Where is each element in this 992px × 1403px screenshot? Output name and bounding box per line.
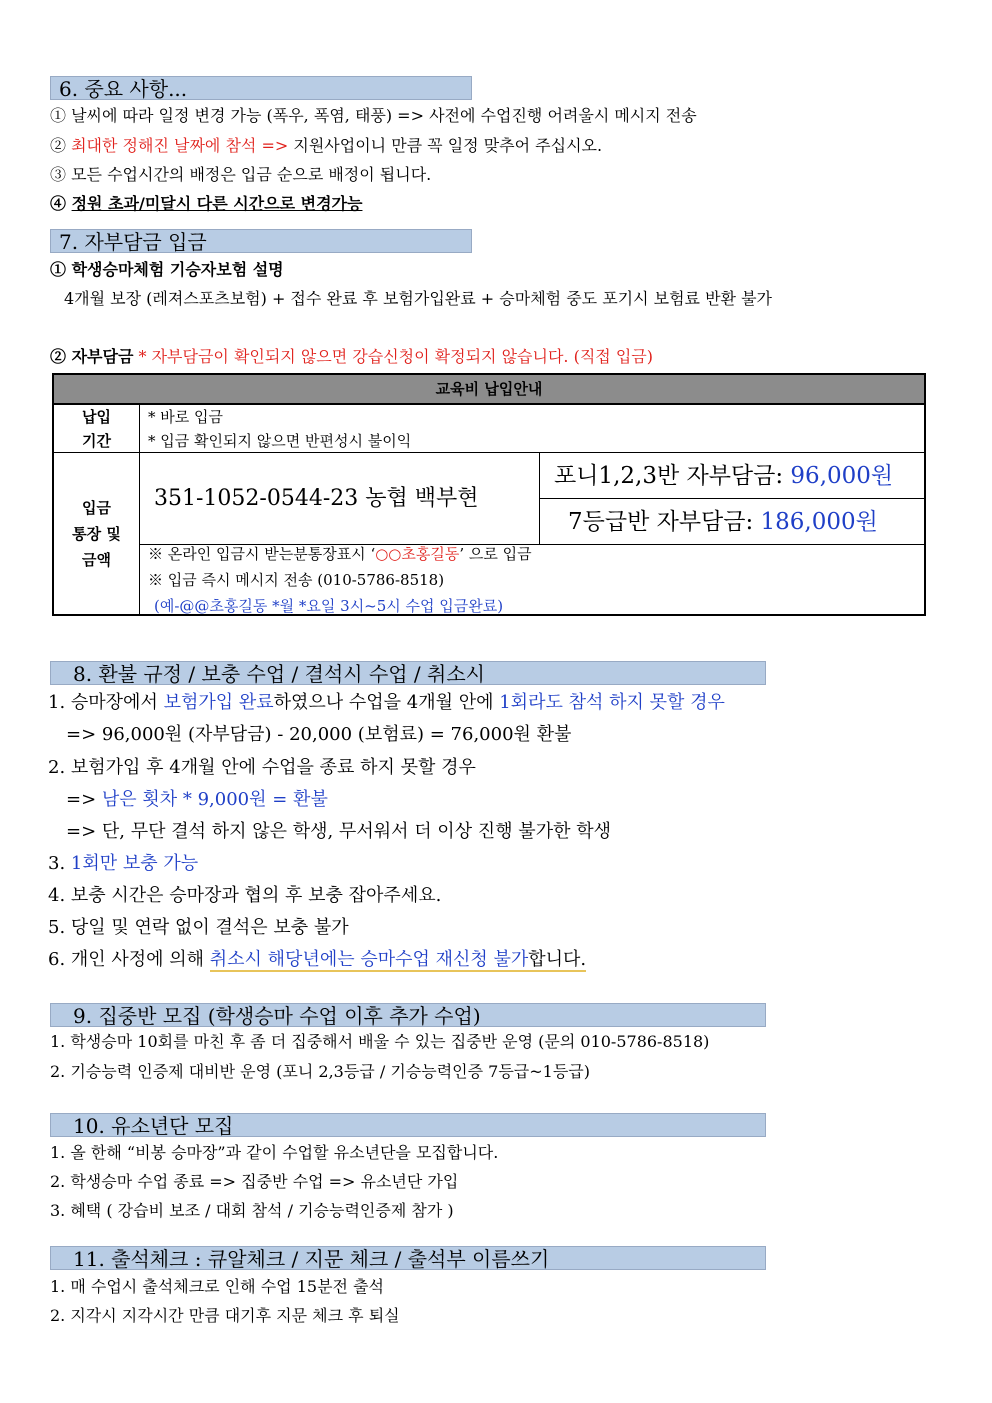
s9-line-2: 2. 기승능력 인증제 대비반 운영 (포니 2,3등급 / 기승능력인증 7등급~1등급): [50, 1062, 590, 1081]
s8-line-6: 3. 1회만 보충 가능: [48, 853, 199, 874]
account-number: 351-1052-0544-23 농협 백부현: [140, 453, 540, 545]
s11-line-1: 1. 매 수업시 출석체크로 인해 수업 15분전 출석: [50, 1277, 384, 1296]
s8-line-2: => 96,000원 (자부담금) - 20,000 (보험료) = 76,000원 환불: [66, 724, 572, 745]
s7-line-1: ① 학생승마체험 기승자보험 설명: [50, 260, 284, 279]
section-7-header: 7. 자부담금 입금: [50, 229, 472, 253]
section-9-header: 9. 집중반 모집 (학생승마 수업 이후 추가 수업): [50, 1003, 766, 1027]
s7-line-2: 4개월 보장 (레져스포츠보험) + 접수 완료 후 보험가입완료 + 승마체험 중도 포기시 보험료 반환 불가: [64, 289, 773, 308]
s7-line-3: ② 자부담금 * 자부담금이 확인되지 않으면 강습신청이 확정되지 않습니다. (직접 입금): [50, 347, 653, 366]
s8-line-5: => 단, 무단 결석 하지 않은 학생, 무서워서 더 이상 진행 불가한 학생: [66, 821, 611, 842]
pony-fee: 포니1,2,3반 자부담금: 96,000원: [540, 453, 924, 499]
s10-line-3: 3. 혜택 ( 강습비 보조 / 대회 참석 / 기승능력인증제 참가 ): [50, 1201, 454, 1220]
period-label: 납입 기간: [54, 405, 140, 453]
s8-line-4: => 남은 횟차 * 9,000원 = 환불: [66, 789, 328, 810]
s8-line-9: 6. 개인 사정에 의해 취소시 해당년에는 승마수업 재신청 불가합니다.: [48, 949, 587, 970]
account-label: 입금 통장 및 금액: [54, 453, 140, 614]
s8-line-3: 2. 보험가입 후 4개월 안에 수업을 종료 하지 못할 경우: [48, 757, 476, 778]
grade-fee: 7등급반 자부담금: 186,000원: [540, 499, 924, 545]
section-8-header: 8. 환불 규정 / 보충 수업 / 결석시 수업 / 취소시: [50, 661, 766, 685]
s6-line-1: ① 날씨에 따라 일정 변경 가능 (폭우, 폭염, 태풍) => 사전에 수업진행 어려울시 메시지 전송: [50, 106, 697, 125]
account-notes: ※ 온라인 입금시 받는분통장표시 ‘○○초홍길동’ 으로 입금 ※ 입금 즉시 메시지 전송 (010-5786-8518) (예-@@초홍길동 *월 *요일 3시~5시 수업 입금완료): [148, 545, 532, 615]
s6-line-2: ② 최대한 정해진 날짜에 참석 => 지원사업이니 만큼 꼭 일정 맞추어 주십시오.: [50, 136, 603, 155]
s11-line-2: 2. 지각시 지각시간 만큼 대기후 지문 체크 후 퇴실: [50, 1306, 400, 1325]
section-10-header: 10. 유소년단 모집: [50, 1113, 766, 1137]
s10-line-1: 1. 올 한해 “비봉 승마장”과 같이 수업할 유소년단을 모집합니다.: [50, 1143, 499, 1162]
section-6-header: 6. 중요 사항...: [50, 76, 472, 100]
s8-line-1: 1. 승마장에서 보험가입 완료하였으나 수업을 4개월 안에 1회라도 참석 하지 못할 경우: [48, 692, 725, 713]
s8-line-8: 5. 당일 및 연락 없이 결석은 보충 불가: [48, 917, 349, 938]
section-11-header: 11. 출석체크 : 큐알체크 / 지문 체크 / 출석부 이름쓰기: [50, 1246, 766, 1270]
s6-line-3: ③ 모든 수업시간의 배정은 입금 순으로 배정이 됩니다.: [50, 165, 432, 184]
payment-table: [52, 373, 926, 616]
s10-line-2: 2. 학생승마 수업 종료 => 집중반 수업 => 유소년단 가입: [50, 1172, 459, 1191]
s8-line-7: 4. 보충 시간은 승마장과 협의 후 보충 잡아주세요.: [48, 885, 442, 906]
s6-line-4: ④ 정원 초과/미달시 다른 시간으로 변경가능: [50, 194, 363, 213]
payment-table-header: 교육비 납입안내: [54, 375, 924, 405]
s9-line-1: 1. 학생승마 10회를 마친 후 좀 더 집중해서 배울 수 있는 집중반 운영 (문의 010-5786-8518): [50, 1032, 710, 1051]
period-content: * 바로 입금 * 입금 확인되지 않으면 반편성시 불이익: [140, 405, 924, 453]
